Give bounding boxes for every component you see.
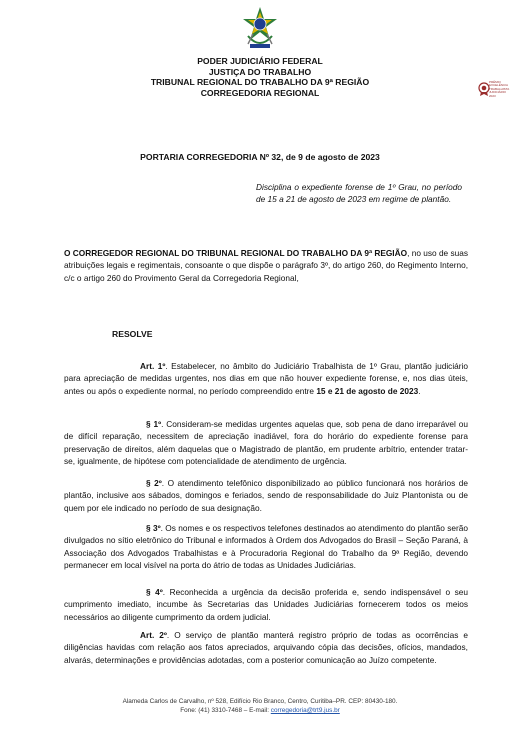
footer-phone: Fone: (41) 3310-7468 – E-mail:	[180, 707, 271, 715]
paragraph-2-text: . O atendimento telefônico disponibilizado ao público funcionará nos horários de plantão, inclusive aos sábados, domingos e feriados, sendo de responsabilidade do Juiz Plantonista ou de quem por ele indicado no período de sua designação.	[64, 478, 468, 513]
preamble-bold: O CORREGEDOR REGIONAL DO TRIBUNAL REGIONAL DO TRABALHO DA 9ª REGIÃO	[64, 248, 408, 258]
paragraph-4-label: § 4º	[146, 587, 163, 597]
paragraph-2	[64, 477, 468, 514]
footer-contact	[60, 706, 460, 715]
paragraph-3-label: § 3º	[146, 523, 161, 533]
preamble	[64, 247, 468, 284]
paragraph-1	[64, 418, 468, 467]
footer-address: Alameda Carlos de Carvalho, nº 528, Edifício Rio Branco, Centro, Curitiba–PR. CEP: 80430-180.	[122, 698, 398, 705]
article-2	[64, 629, 468, 666]
paragraph-2-label: § 2º	[146, 478, 162, 488]
paragraph-4	[64, 586, 468, 623]
article-2-text: . O serviço de plantão manterá registro próprio de todas as ocorrências e diligências havidas com relação aos fatos apreciados, arquivando cópia das decisões, ofícios, mandados, alvarás, determinações e providências adotadas, com a posterior comunicação ao Juízo competente.	[64, 630, 468, 665]
header-line-4: CORREGEDORIA REGIONAL	[200, 87, 320, 98]
article-1-text: . Estabelecer, no âmbito do Judiciário Trabalhista de 1º Grau, plantão judiciário para apreciação de medidas urgentes, nos dias em que não houver expediente forense, e, nos dias úteis, antes ou após o expediente normal, no período compreendido entre	[64, 361, 468, 396]
paragraph-1-text: . Consideram-se medidas urgentes aquelas que, sob pena de dano irreparável ou de difícil reparação, necessitem de apreciação inadiável, fora do horário do expediente forense para preservação de direitos, além daquelas que o Magistrado de plantão, em prudente arbítrio, entender tratar-se, igualmente, de hipótese com potencialidade de atendimento de urgência.	[64, 419, 468, 466]
article-1-end: .	[418, 385, 421, 396]
header-line-1: PODER JUDICIÁRIO FEDERAL	[197, 56, 323, 66]
article-1-dates: 15 e 21 de agosto de 2023	[316, 385, 419, 396]
ementa: Disciplina o expediente forense de 1º Grau, no período de 15 a 21 de agosto de 2023 em regime de plantão.	[256, 182, 462, 205]
document-header	[60, 56, 460, 98]
paragraph-4-text: . Reconhecida a urgência da decisão proferida e, sendo indispensável o seu cumprimento imediato, incumbe às Secretarias das Unidades Judiciárias fornecerem todos os meios necessários ao diligente cumprimento da ordem judicial.	[64, 587, 468, 622]
footer-email-link[interactable]: corregedoria@trt9.jus.br	[270, 707, 340, 715]
article-1	[64, 360, 468, 397]
preamble-text: , no uso de suas atribuições legais e regimentais, consoante o que dispõe o parágrafo 3º, do artigo 260, do Regimento Interno, c/c o artigo 260 do Provimento Geral da Corregedoria Regional,	[64, 248, 469, 283]
document-footer	[60, 697, 460, 716]
paragraph-3-text: . Os nomes e os respectivos telefones destinados ao atendimento do plantão serão divulgados no sítio eletrônico do Tribunal e informados à Ordem dos Advogados do Brasil – Seção Paraná, à Associação dos Advogados Trabalhistas e à Procuradoria Regional do Trabalho da 9ª Região, devendo permanecer em local visível na porta do átrio de todas as Unidades Judiciárias.	[64, 523, 468, 570]
award-seal	[478, 80, 512, 108]
article-2-label: Art. 2º	[140, 630, 167, 640]
paragraph-1-label: § 1º	[146, 419, 162, 429]
header-line-3: TRIBUNAL REGIONAL DO TRABALHO DA 9ª REGIÃO	[150, 77, 370, 88]
award-seal-text: PRÊMIO EXCELÊNCIA TRABALHISTA JUDICIÁRIO 2023	[489, 80, 510, 98]
header-line-2: JUSTIÇA DO TRABALHO	[208, 66, 312, 77]
document-title: PORTARIA CORREGEDORIA Nº 32, de 9 de agosto de 2023	[140, 152, 380, 162]
resolve-heading: RESOLVE	[112, 329, 153, 339]
paragraph-3	[64, 522, 468, 571]
article-1-label: Art. 1º	[140, 361, 166, 371]
coat-of-arms-emblem	[242, 6, 278, 52]
